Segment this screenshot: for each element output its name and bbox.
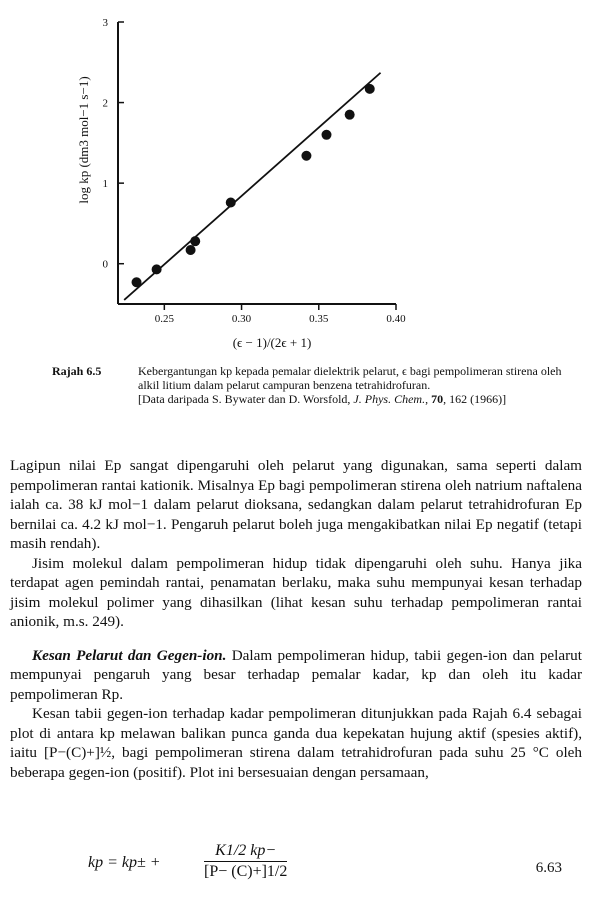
paragraph-1: Lagipun nilai Ep sangat dipengaruhi oleh pelarut yang digunakan, sama seperti dalam pempolimeran rantai kationik. Misalnya Ep bagi pempolimeran stirena oleh natrium naftalena ialah ca. 38 kJ mol−1 dalam pelarut dioksana, sedangkan dalam pelarut tetrahidrofuran Ep bernilai ca. 4.2 kJ mol−1. Pengaruh pelarut boleh juga mengakibatkan nilai Ep negatif (tetapi masih rendah).: [10, 457, 582, 552]
y-tick-label: 2: [102, 97, 108, 110]
paragraph-3-body: Dalam pempolimeran hidup, tabii gegen-ion dan pelarut mempunyai pengaruh yang besar terhadap pemalar kadar, kp dan oleh itu kadar pempolimeran Rp.: [10, 646, 582, 703]
caption-source-suffix: , 162 (1966)]: [443, 392, 507, 406]
paragraph-4: Kesan tabii gegen-ion terhadap kadar pempolimeran ditunjukkan pada Rajah 6.4 sebagai plot di antara kp melawan balikan punca ganda dua kepekatan hujung aktif (spesies aktif), iaitu [P−(C)+]½, bagi pempolimeran stirena dalam tetrahidrofuran pada suhu 25 °C oleh beberapa gegen-ion (positif). Plot ini bersesuaian dengan persamaan,: [10, 705, 582, 781]
equation-fraction: [204, 842, 287, 881]
figure-caption: [52, 364, 562, 406]
paragraph-3: [10, 646, 582, 705]
y-tick-label: 0: [102, 258, 108, 271]
data-point: [345, 110, 355, 120]
chart-fit-line-group: [124, 73, 380, 300]
caption-source-prefix: [Data daripada S. Bywater dan D. Worsfold,: [138, 392, 354, 406]
data-point: [226, 197, 236, 207]
caption-label: Rajah 6.5: [52, 364, 102, 378]
fit-line: [124, 73, 380, 300]
y-axis-label: log kp (dm3 mol−1 s−1): [76, 76, 91, 204]
data-point: [322, 130, 332, 140]
y-tick-label: 3: [102, 17, 108, 29]
x-axis-label: (ϵ − 1)/(2ϵ + 1): [232, 335, 312, 350]
paragraph-2: Jisim molekul dalam pempolimeran hidup tidak dipengaruhi oleh suhu. Hanya jika terdapat agen pemindah rantai, penamatan berlaku, maka suhu mempunyai kesan terhadap jisim molekul polimer yang dihasilkan (lihat kesan suhu terhadap pempolimeran rantai anionik, m.s. 249).: [10, 554, 582, 630]
figure-6-5-chart: [0, 0, 600, 360]
x-tick-label: 0.40: [386, 313, 406, 325]
caption-source-journal: J. Phys. Chem.: [353, 392, 426, 406]
x-tick-label: 0.30: [231, 313, 252, 325]
data-point: [152, 264, 162, 274]
data-point: [365, 84, 375, 94]
equation-denominator: [P− (C)+]1/2: [204, 863, 288, 880]
caption-text: Kebergantungan kp kepada pemalar dielektrik pelarut, ϵ bagi pempolimeran stirena oleh alkil litium dalam pelarut campuran benzena tetrahidrofuran.: [138, 364, 562, 392]
caption-text-block: [138, 364, 562, 406]
data-point: [132, 277, 142, 287]
caption-source: [Data daripada S. Bywater dan D. Worsfold, J. Phys. Chem., 70, 162 (1966)]: [138, 392, 507, 406]
equation-lhs: kp = kp± +: [88, 854, 161, 871]
data-point: [190, 236, 200, 246]
x-tick-label: 0.35: [309, 313, 329, 325]
equation-6-63: [80, 836, 580, 886]
section-heading-run-in: Kesan Pelarut dan Gegen-ion.: [32, 646, 227, 664]
equation-numerator: K1/2 kp−: [204, 842, 287, 862]
chart-axes: [118, 22, 396, 304]
y-tick-label: 1: [102, 178, 108, 191]
equation-number: 6.63: [535, 860, 562, 876]
body-text: [10, 456, 582, 782]
caption-source-volume: 70: [431, 392, 444, 406]
data-point: [186, 245, 196, 255]
x-tick-label: 0.25: [154, 313, 174, 325]
data-point: [301, 151, 311, 161]
